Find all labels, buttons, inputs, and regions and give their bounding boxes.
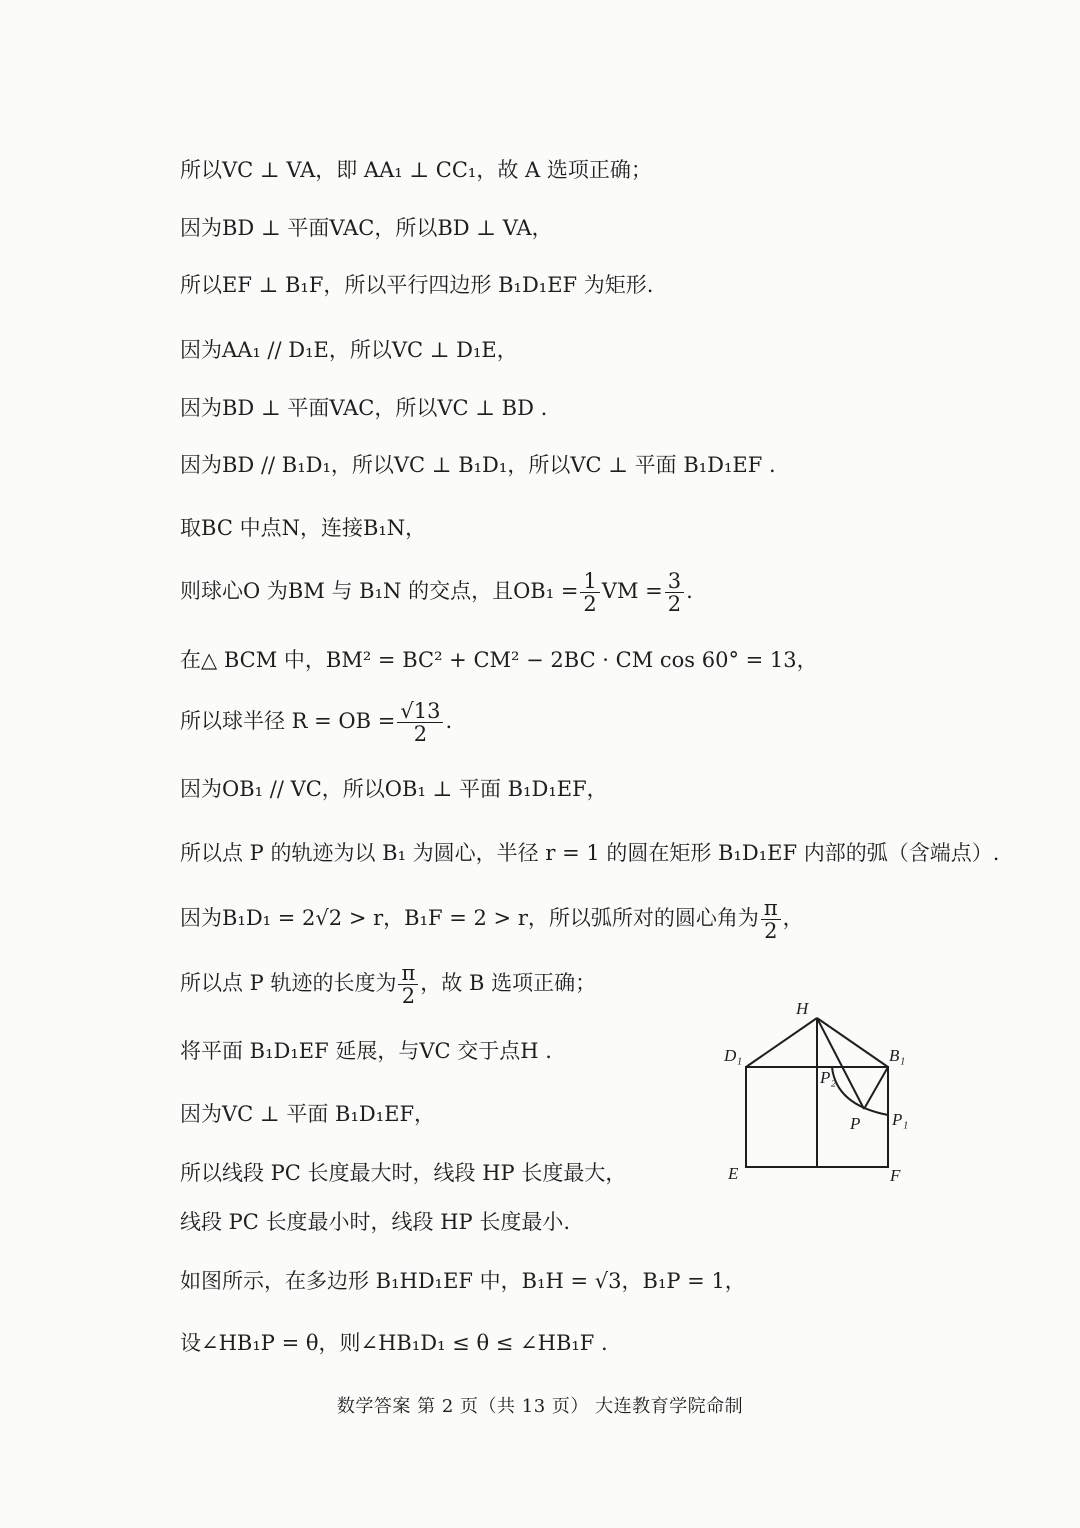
- text-line-20: 设∠HB₁P = θ，则∠HB₁D₁ ≤ θ ≤ ∠HB₁F .: [180, 1331, 608, 1355]
- label-p2: P₂: [820, 1068, 837, 1087]
- line13-pre: 因为B₁D₁ = 2√2 > r，B₁F = 2 > r，所以弧所对的圆心角为: [180, 906, 759, 931]
- line8-pre: 则球心O 为BM 与 B₁N 的交点，且OB₁ =: [180, 579, 579, 604]
- fraction-numerator: √13: [397, 700, 443, 723]
- label-p: P: [850, 1114, 861, 1133]
- text-line-16: 因为VC ⊥ 平面 B₁D₁EF，: [180, 1102, 436, 1126]
- text-line-9: 在△ BCM 中，BM² = BC² + CM² − 2BC · CM cos 60° = 13，: [180, 648, 818, 672]
- page-footer: 数学答案 第 2 页（共 13 页） 大连教育学院命制: [336, 1396, 744, 1417]
- fraction-denominator: 2: [413, 722, 428, 747]
- fraction-denominator: 2: [764, 919, 778, 944]
- text-line-3: 所以EF ⊥ B₁F，所以平行四边形 B₁D₁EF 为矩形.: [180, 273, 654, 297]
- fraction-numerator: π: [761, 897, 781, 920]
- text-line-5: 因为BD ⊥ 平面VAC，所以VC ⊥ BD .: [180, 396, 548, 420]
- fraction-numerator: 1: [580, 570, 599, 593]
- line10-pre: 所以球半径 R = OB =: [180, 709, 396, 734]
- segment-d1-h: [746, 1018, 817, 1067]
- label-f: F: [890, 1166, 901, 1185]
- fraction-denominator: 2: [401, 984, 416, 1009]
- fraction-numerator: π: [398, 962, 418, 985]
- segment-h-b1-inner: [817, 1018, 888, 1067]
- label-d1: D₁: [724, 1046, 743, 1065]
- line8-mid: VM =: [601, 579, 663, 604]
- line14-post: ，故 B 选项正确；: [420, 971, 597, 996]
- fraction-radius: [397, 700, 443, 745]
- segment-h-p: [817, 1018, 864, 1109]
- text-line-8: [180, 570, 693, 615]
- segment-p-b1: [864, 1067, 888, 1109]
- text-line-11: 因为OB₁ // VC，所以OB₁ ⊥ 平面 B₁D₁EF，: [180, 777, 608, 801]
- text-line-12: 所以点 P 的轨迹为以 B₁ 为圆心，半径 r = 1 的圆在矩形 B₁D₁EF 内部的弧（含端点）.: [180, 841, 1000, 865]
- fraction-one-half: [580, 570, 599, 615]
- fraction-three-halves: [665, 570, 684, 615]
- fraction-pi-half: [398, 962, 418, 1007]
- label-p1: P₁: [892, 1110, 909, 1129]
- text-line-18: 线段 PC 长度最小时，线段 HP 长度最小.: [180, 1210, 571, 1234]
- line8-post: .: [686, 579, 693, 604]
- text-line-15: 将平面 B₁D₁EF 延展，与VC 交于点H .: [180, 1039, 552, 1063]
- text-line-19: 如图所示，在多边形 B₁HD₁EF 中，B₁H = √3，B₁P = 1，: [180, 1269, 746, 1293]
- line14-pre: 所以点 P 轨迹的长度为: [180, 971, 397, 996]
- fraction-denominator: 2: [667, 592, 682, 617]
- fraction-denominator: 2: [583, 592, 597, 617]
- text-line-2: 因为BD ⊥ 平面VAC，所以BD ⊥ VA，: [180, 216, 553, 240]
- text-line-6: 因为BD // B₁D₁，所以VC ⊥ B₁D₁，所以VC ⊥ 平面 B₁D₁EF .: [180, 453, 776, 477]
- text-line-10: [180, 700, 452, 745]
- fraction-pi-half: [761, 897, 781, 942]
- label-h: H: [796, 999, 809, 1018]
- text-line-7: 取BC 中点N，连接B₁N，: [180, 516, 427, 540]
- fraction-numerator: 3: [665, 570, 684, 593]
- text-line-17: 所以线段 PC 长度最大时，线段 HP 长度最大，: [180, 1161, 627, 1185]
- label-b1: B₁: [889, 1046, 906, 1065]
- line10-post: .: [445, 709, 453, 734]
- text-line-13: [180, 897, 804, 942]
- text-line-1: 所以VC ⊥ VA，即 AA₁ ⊥ CC₁，故 A 选项正确；: [180, 158, 652, 182]
- arc-p2-p1: [832, 1067, 888, 1115]
- text-line-14: [180, 962, 596, 1007]
- label-e: E: [728, 1164, 739, 1183]
- line13-post: ，: [782, 906, 804, 931]
- geometry-figure: [712, 995, 922, 1195]
- text-line-4: 因为AA₁ // D₁E，所以VC ⊥ D₁E，: [180, 338, 518, 362]
